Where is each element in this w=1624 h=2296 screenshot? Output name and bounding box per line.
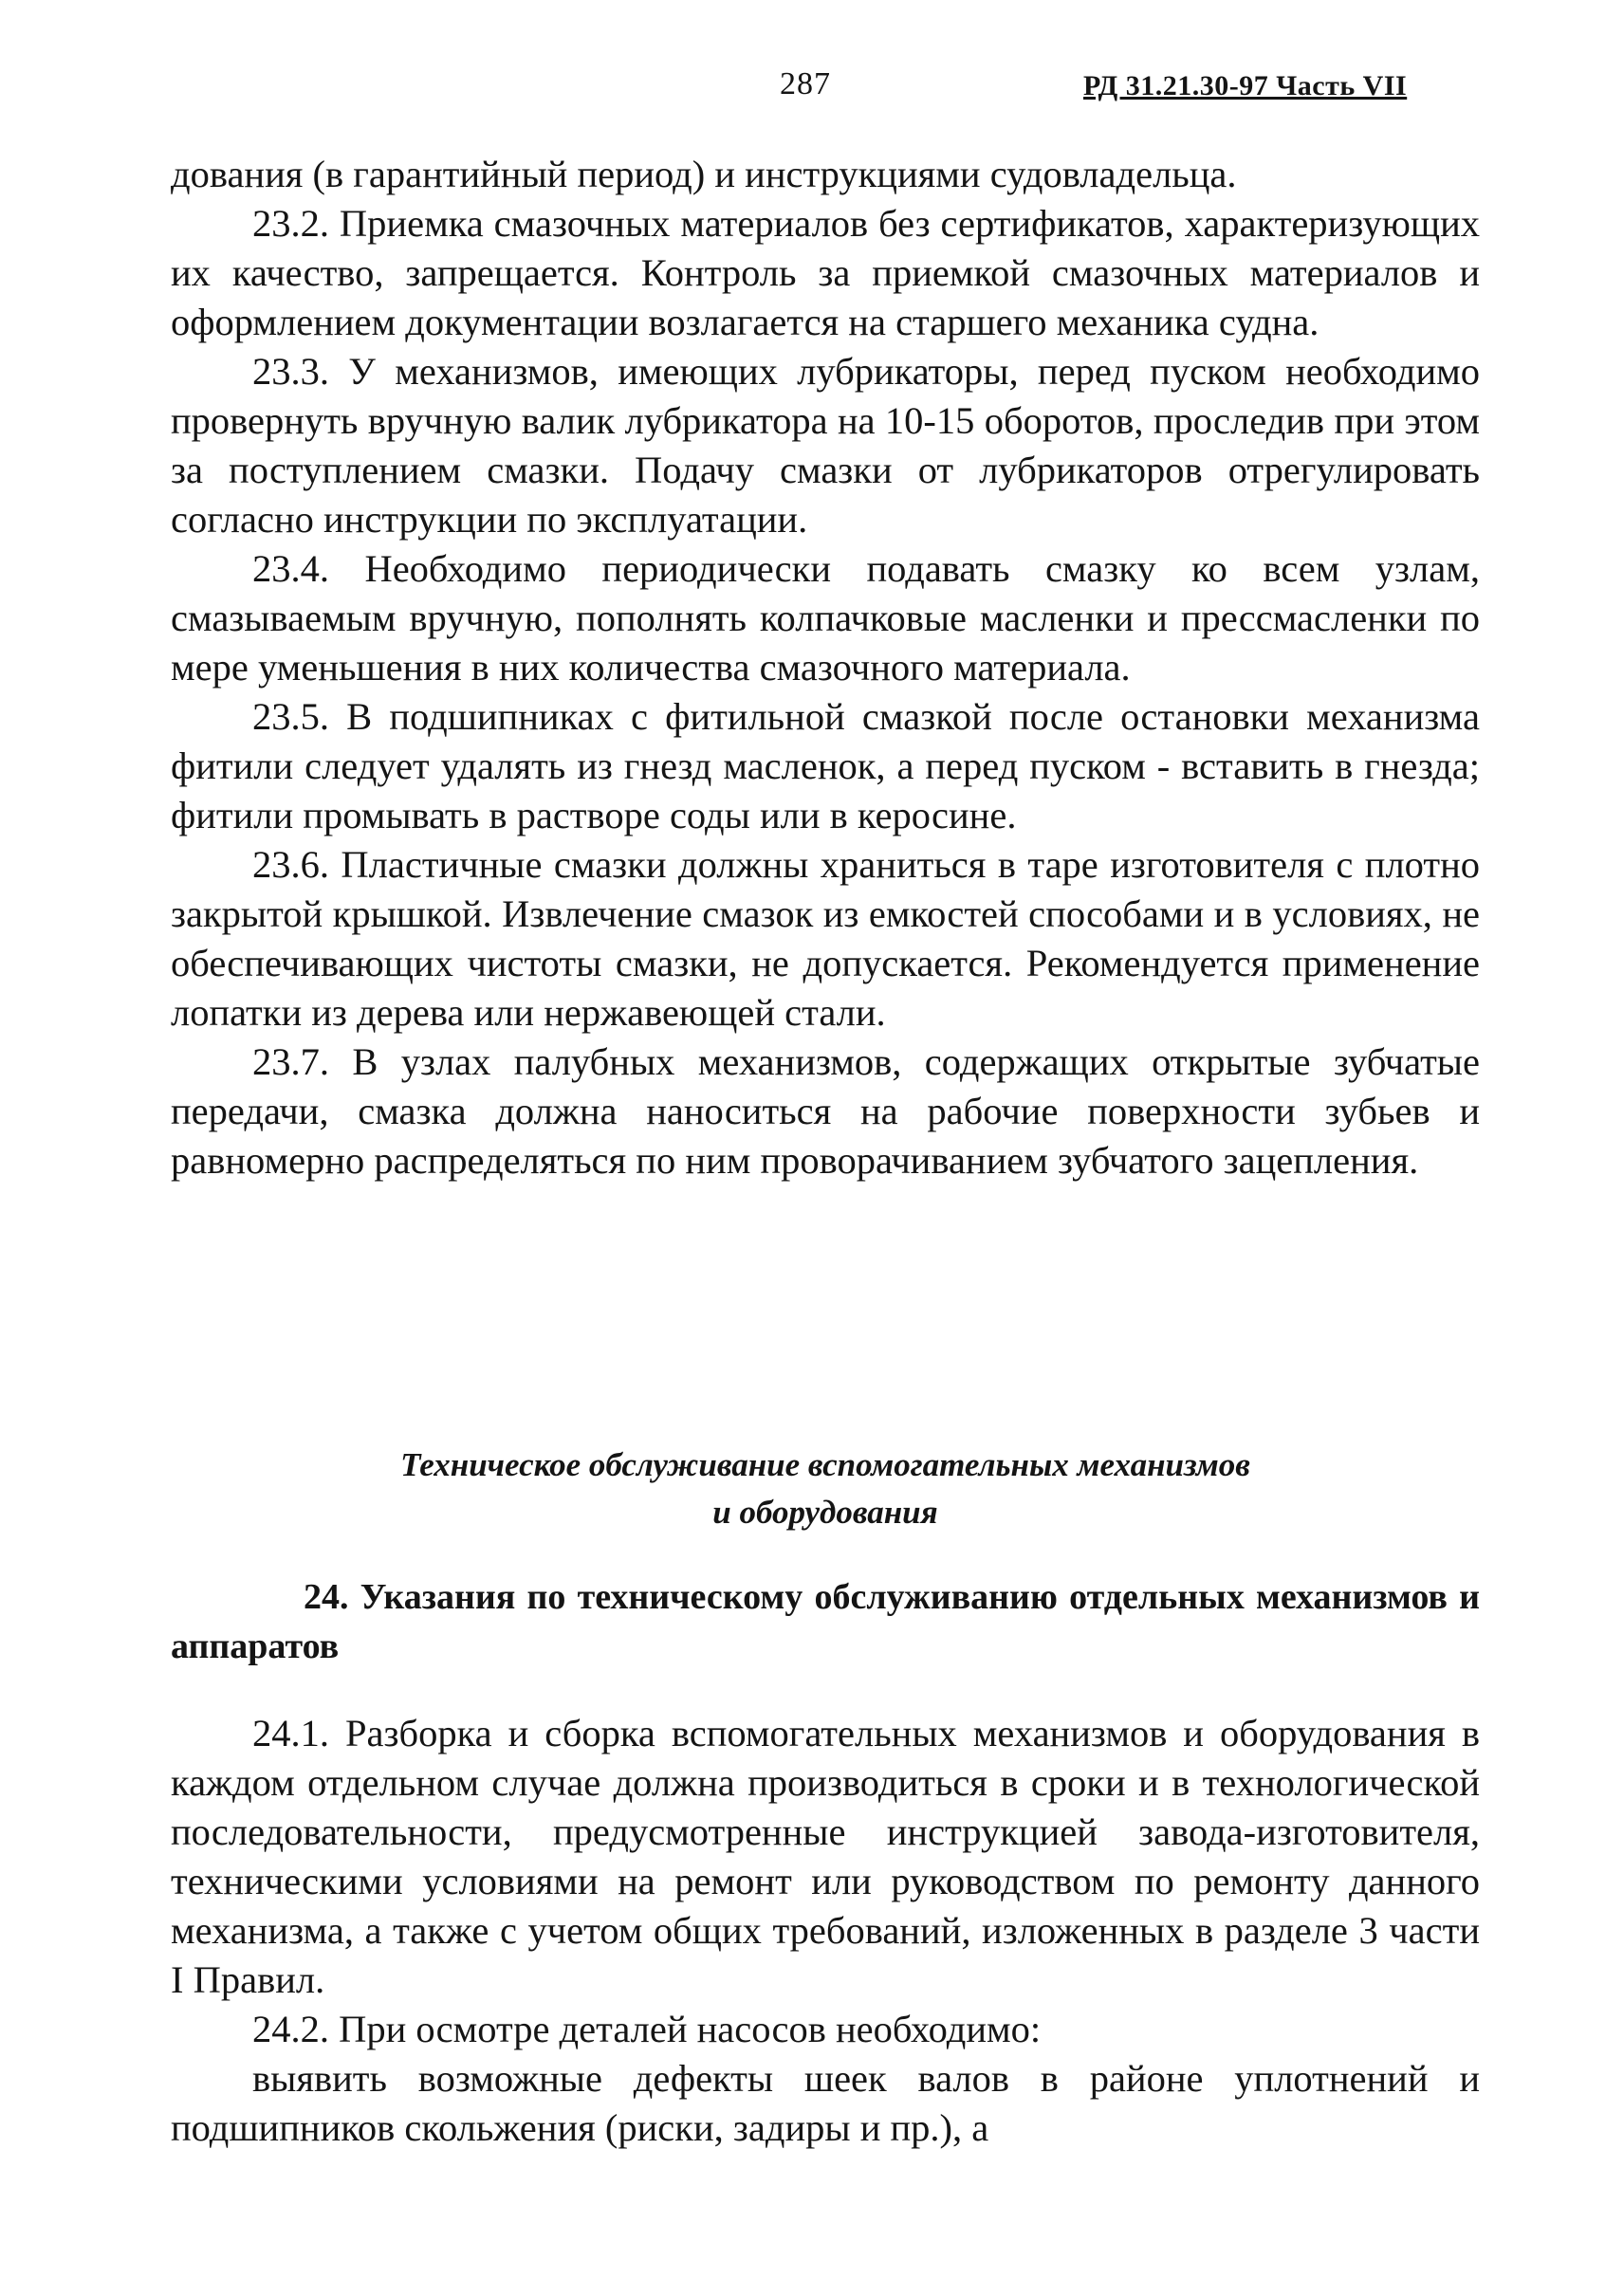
paragraph-23-3: 23.3. У механизмов, имеющих лубрикаторы, перед пуском необходимо провернуть вручную валик лубрикатора на 10-15 оборотов, проследив при этом за поступлением смазки. Подачу смазки от лубрикаторов отрегулировать согласно инструкции по эксплуатации.: [171, 350, 1480, 541]
paragraph-23-6: 23.6. Пластичные смазки должны храниться в таре изготовителя с плотно закрытой крышкой. Извлечение смазок из емкостей способами и в условиях, не обеспечивающих чистоты смазки, не допускается. Рекомендуется применение лопатки из дерева или нержавеющей стали.: [171, 843, 1480, 1034]
section-heading-line-2: и оборудования: [712, 1494, 938, 1531]
page-header: [0, 66, 1624, 123]
chapter-title: 24. Указания по техническому обслуживанию отдельных механизмов и аппаратов: [171, 1577, 1480, 1666]
paragraph-24-1: 24.1. Разборка и сборка вспомогательных механизмов и оборудования в каждом отдельном случае должна производиться в сроки и в технологической последовательности, предусмотренные инструкцией завода-изготовителя, техническими условиями на ремонт или руководством по ремонту данного механизма, а также с учетом общих требований, изложенных в разделе 3 части I Правил.: [171, 1712, 1480, 2001]
document-code: РД 31.21.30-97 Часть VII: [1083, 70, 1408, 101]
paragraph-24-2-item: выявить возможные дефекты шеек валов в районе уплотнений и подшипников скольжения (риски, задиры и пр.), а: [171, 2057, 1480, 2149]
section-heading: [171, 1442, 1480, 1536]
page-number: 287: [780, 66, 831, 101]
paragraph-23-4: 23.4. Необходимо периодически подавать смазку ко всем узлам, смазываемым вручную, пополнять колпачковые масленки и прессмасленки по мере уменьшения в них количества смазочного материала.: [171, 547, 1480, 689]
paragraph-23-2: 23.2. Приемка смазочных материалов без сертификатов, характеризующих их качество, запрещается. Контроль за приемкой смазочных материалов и оформлением документации возлагается на старшего механика судна.: [171, 202, 1480, 343]
body-text-top: [171, 150, 1480, 1185]
paragraph-23-7: 23.7. В узлах палубных механизмов, содержащих открытые зубчатые передачи, смазка должна наноситься на рабочие поверхности зубьев и равномерно распределяться по ним проворачиванием зубчатого зацепления.: [171, 1040, 1480, 1182]
paragraph-24-2: 24.2. При осмотре деталей насосов необходимо:: [252, 2008, 1042, 2050]
section-heading-line-1: Техническое обслуживание вспомогательных механизмов: [400, 1446, 1250, 1483]
paragraph-continuation: дования (в гарантийный период) и инструкциями судовладельца.: [171, 153, 1237, 195]
paragraph-23-5: 23.5. В подшипниках с фитильной смазкой после остановки механизма фитили следует удалять из гнезд масленок, а перед пуском - вставить в гнезда; фитили промывать в растворе соды или в керосине.: [171, 695, 1480, 836]
body-text-bottom: [171, 1709, 1480, 2153]
